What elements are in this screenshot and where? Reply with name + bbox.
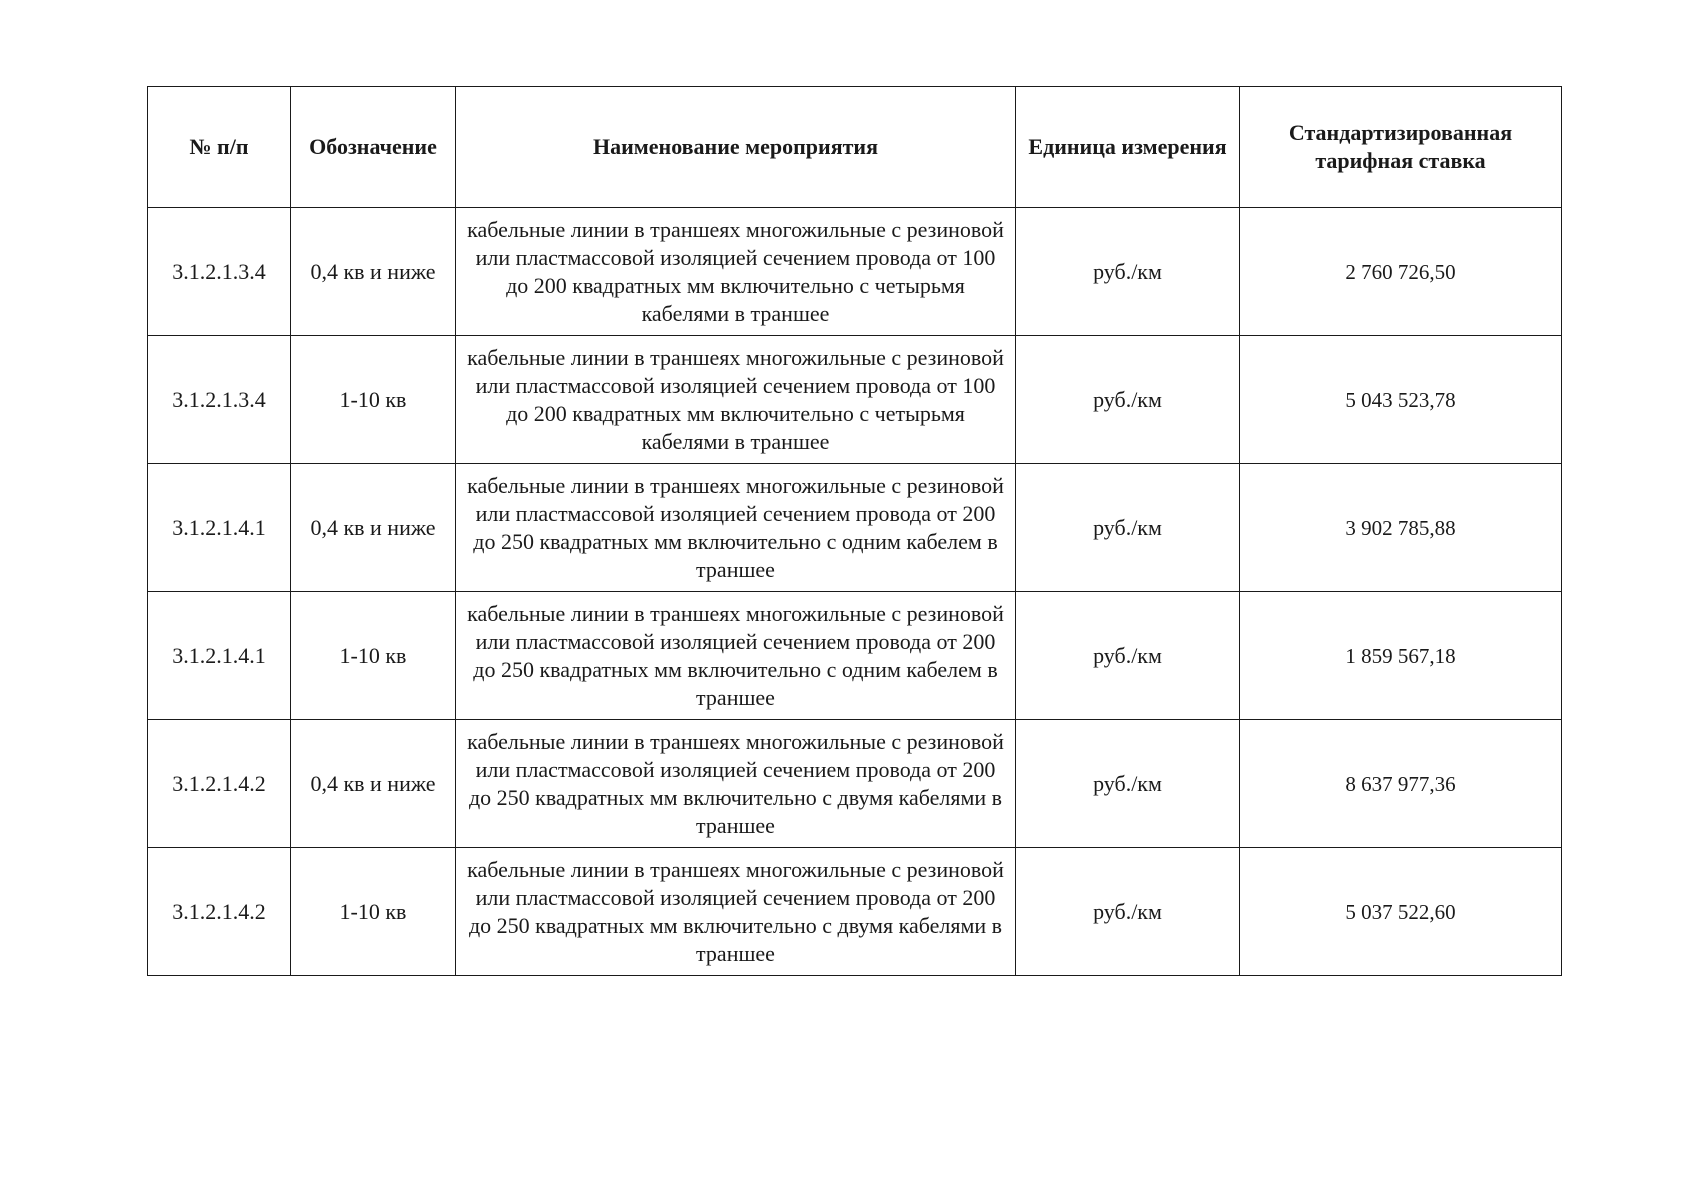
cell-number: 3.1.2.1.3.4: [148, 336, 291, 464]
cell-designation: 1-10 кв: [291, 848, 456, 976]
cell-name: кабельные линии в траншеях многожильные с резиновой или пластмассовой изоляцией сечением провода от 200 до 250 квадратных мм включительно с двумя кабелями в траншее: [456, 848, 1016, 976]
header-rate: Стандартизированная тарифная ставка: [1240, 87, 1562, 208]
cell-name: кабельные линии в траншеях многожильные с резиновой или пластмассовой изоляцией сечением провода от 200 до 250 квадратных мм включительно с одним кабелем в траншее: [456, 592, 1016, 720]
cell-unit: руб./км: [1016, 848, 1240, 976]
table-row: [148, 208, 1562, 336]
cell-unit: руб./км: [1016, 720, 1240, 848]
cell-number: 3.1.2.1.4.1: [148, 464, 291, 592]
cell-designation: 1-10 кв: [291, 336, 456, 464]
table-row: [148, 336, 1562, 464]
cell-number: 3.1.2.1.4.2: [148, 848, 291, 976]
table-row: [148, 464, 1562, 592]
cell-name: кабельные линии в траншеях многожильные с резиновой или пластмассовой изоляцией сечением провода от 200 до 250 квадратных мм включительно с одним кабелем в траншее: [456, 464, 1016, 592]
cell-unit: руб./км: [1016, 208, 1240, 336]
table-row: [148, 720, 1562, 848]
cell-rate: 5 043 523,78: [1240, 336, 1562, 464]
table-header: [148, 87, 1562, 208]
header-row: [148, 87, 1562, 208]
cell-rate: 3 902 785,88: [1240, 464, 1562, 592]
cell-name: кабельные линии в траншеях многожильные с резиновой или пластмассовой изоляцией сечением провода от 100 до 200 квадратных мм включительно с четырьмя кабелями в траншее: [456, 208, 1016, 336]
cell-rate: 5 037 522,60: [1240, 848, 1562, 976]
table-row: [148, 848, 1562, 976]
cell-designation: 1-10 кв: [291, 592, 456, 720]
cell-number: 3.1.2.1.4.2: [148, 720, 291, 848]
cell-number: 3.1.2.1.4.1: [148, 592, 291, 720]
table-row: [148, 592, 1562, 720]
cell-rate: 8 637 977,36: [1240, 720, 1562, 848]
cell-rate: 2 760 726,50: [1240, 208, 1562, 336]
cell-unit: руб./км: [1016, 592, 1240, 720]
table-body: [148, 208, 1562, 976]
cell-designation: 0,4 кв и ниже: [291, 464, 456, 592]
cell-unit: руб./км: [1016, 336, 1240, 464]
cell-number: 3.1.2.1.3.4: [148, 208, 291, 336]
cell-name: кабельные линии в траншеях многожильные с резиновой или пластмассовой изоляцией сечением провода от 100 до 200 квадратных мм включительно с четырьмя кабелями в траншее: [456, 336, 1016, 464]
cell-name: кабельные линии в траншеях многожильные с резиновой или пластмассовой изоляцией сечением провода от 200 до 250 квадратных мм включительно с двумя кабелями в траншее: [456, 720, 1016, 848]
header-unit: Единица измерения: [1016, 87, 1240, 208]
cell-unit: руб./км: [1016, 464, 1240, 592]
tariff-table: [147, 86, 1562, 976]
cell-rate: 1 859 567,18: [1240, 592, 1562, 720]
cell-designation: 0,4 кв и ниже: [291, 720, 456, 848]
header-number: № п/п: [148, 87, 291, 208]
cell-designation: 0,4 кв и ниже: [291, 208, 456, 336]
header-name: Наименование мероприятия: [456, 87, 1016, 208]
header-designation: Обозначение: [291, 87, 456, 208]
